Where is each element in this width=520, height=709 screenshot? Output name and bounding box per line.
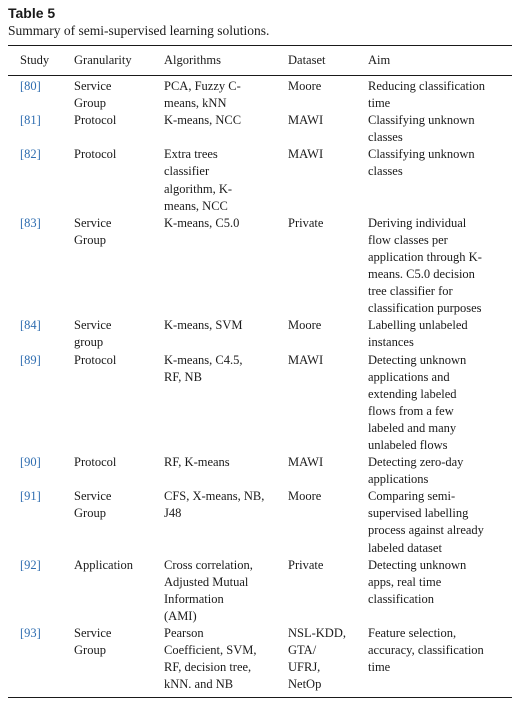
granularity-line: Service: [74, 318, 112, 333]
aim-line: Detecting zero-day: [368, 455, 464, 470]
aim-line: Classifying unknown: [368, 113, 475, 128]
algorithms-cell: [164, 76, 288, 113]
aim-cell: [368, 146, 512, 214]
study-cell: [8, 112, 74, 146]
aim-line: unlabeled flows: [368, 437, 448, 452]
aim-line: application through K-: [368, 249, 482, 264]
table-row: [8, 454, 512, 488]
study-reference-link[interactable]: [92]: [20, 557, 41, 572]
dataset-line: NSL-KDD,: [288, 626, 346, 640]
algorithms-cell: [164, 454, 288, 488]
study-cell: [8, 215, 74, 318]
granularity-line: Protocol: [74, 352, 117, 367]
study-cell: [8, 76, 74, 113]
algorithms-line: J48: [164, 506, 182, 521]
aim-line: classification purposes: [368, 301, 482, 316]
dataset-line: UFRJ,: [288, 660, 321, 675]
dataset-line: Private: [288, 215, 324, 230]
aim-cell: [368, 352, 512, 455]
aim-line: classes: [368, 164, 403, 179]
aim-line: labeled dataset: [368, 540, 442, 555]
dataset-line: GTA/: [288, 643, 317, 658]
algorithms-cell: [164, 112, 288, 146]
table-row: [8, 76, 512, 113]
algorithms-line: (AMI): [164, 608, 197, 623]
header-aim: Aim: [368, 46, 512, 76]
granularity-line: Service: [74, 79, 112, 93]
aim-line: Deriving individual: [368, 215, 467, 230]
granularity-line: Group: [74, 643, 106, 658]
granularity-line: Service: [74, 626, 112, 640]
summary-table: [8, 45, 512, 698]
algorithms-line: PCA, Fuzzy C-: [164, 79, 241, 93]
dataset-cell: [288, 112, 368, 146]
granularity-cell: [74, 215, 164, 318]
table-row: [8, 317, 512, 351]
study-cell: [8, 454, 74, 488]
table-header: [8, 46, 512, 76]
dataset-cell: [288, 454, 368, 488]
dataset-line: MAWI: [288, 352, 324, 367]
study-reference-link[interactable]: [91]: [20, 489, 41, 504]
study-cell: [8, 557, 74, 625]
aim-line: instances: [368, 335, 414, 350]
study-cell: [8, 352, 74, 455]
table-row: [8, 352, 512, 455]
granularity-cell: [74, 454, 164, 488]
algorithms-cell: [164, 317, 288, 351]
aim-line: applications and: [368, 369, 450, 384]
aim-line: time: [368, 96, 391, 111]
algorithms-line: K-means, C4.5,: [164, 352, 243, 367]
aim-line: Comparing semi-: [368, 489, 456, 504]
granularity-line: Service: [74, 215, 112, 230]
table-row: [8, 112, 512, 146]
table-row: [8, 215, 512, 318]
aim-line: flows from a few: [368, 403, 454, 418]
aim-cell: [368, 488, 512, 556]
dataset-line: MAWI: [288, 455, 324, 470]
aim-cell: [368, 557, 512, 625]
aim-line: classes: [368, 130, 403, 145]
table-body: [8, 76, 512, 698]
study-reference-link[interactable]: [82]: [20, 147, 41, 162]
granularity-cell: [74, 625, 164, 698]
study-reference-link[interactable]: [80]: [20, 79, 41, 93]
dataset-line: Private: [288, 557, 324, 572]
algorithms-line: Adjusted Mutual: [164, 574, 249, 589]
dataset-line: Moore: [288, 489, 322, 504]
study-reference-link[interactable]: [83]: [20, 215, 41, 230]
aim-cell: [368, 112, 512, 146]
table-row: [8, 625, 512, 698]
aim-line: accuracy, classification: [368, 643, 484, 658]
granularity-cell: [74, 317, 164, 351]
dataset-cell: [288, 146, 368, 214]
dataset-cell: [288, 557, 368, 625]
aim-line: Labelling unlabeled: [368, 318, 468, 333]
granularity-line: Protocol: [74, 113, 117, 128]
aim-line: extending labeled: [368, 386, 457, 401]
algorithms-cell: [164, 625, 288, 698]
granularity-line: Group: [74, 232, 106, 247]
algorithms-line: Pearson: [164, 626, 204, 640]
study-cell: [8, 488, 74, 556]
algorithms-cell: [164, 352, 288, 455]
study-reference-link[interactable]: [89]: [20, 352, 41, 367]
table-row: [8, 557, 512, 625]
granularity-cell: [74, 76, 164, 113]
aim-line: labeled and many: [368, 420, 457, 435]
granularity-cell: [74, 112, 164, 146]
granularity-line: group: [74, 335, 104, 350]
table-caption: Summary of semi-supervised learning solutions.: [8, 23, 270, 38]
aim-line: flow classes per: [368, 232, 448, 247]
aim-line: Detecting unknown: [368, 557, 467, 572]
algorithms-line: Coefficient, SVM,: [164, 643, 257, 658]
aim-cell: [368, 215, 512, 318]
algorithms-cell: [164, 488, 288, 556]
table-row: [8, 146, 512, 214]
header-granularity: Granularity: [74, 46, 164, 76]
header-dataset: Dataset: [288, 46, 368, 76]
dataset-line: NetOp: [288, 677, 322, 692]
study-reference-link[interactable]: [81]: [20, 113, 41, 128]
study-cell: [8, 625, 74, 698]
algorithms-line: algorithm, K-: [164, 181, 233, 196]
table-figure: [8, 4, 512, 698]
table-number: Table 5: [8, 5, 56, 21]
aim-line: time: [368, 660, 391, 675]
header-algorithms: Algorithms: [164, 46, 288, 76]
algorithms-line: means, NCC: [164, 198, 228, 213]
header-row: [8, 46, 512, 76]
algorithms-cell: [164, 215, 288, 318]
aim-line: means. C5.0 decision: [368, 267, 475, 282]
dataset-cell: [288, 352, 368, 455]
algorithms-line: classifier: [164, 164, 210, 179]
algorithms-cell: [164, 557, 288, 625]
aim-line: supervised labelling: [368, 506, 469, 521]
algorithms-cell: [164, 146, 288, 214]
aim-cell: [368, 317, 512, 351]
aim-line: Reducing classification: [368, 79, 485, 93]
dataset-cell: [288, 76, 368, 113]
header-study: Study: [8, 46, 74, 76]
aim-line: tree classifier for: [368, 284, 453, 299]
study-cell: [8, 317, 74, 351]
study-reference-link[interactable]: [90]: [20, 455, 41, 470]
algorithms-line: RF, NB: [164, 369, 202, 384]
granularity-line: Service: [74, 489, 112, 504]
study-reference-link[interactable]: [84]: [20, 318, 41, 333]
dataset-cell: [288, 317, 368, 351]
dataset-cell: [288, 488, 368, 556]
aim-line: apps, real time: [368, 574, 442, 589]
granularity-line: Group: [74, 96, 106, 111]
study-cell: [8, 146, 74, 214]
granularity-cell: [74, 352, 164, 455]
algorithms-line: Extra trees: [164, 147, 218, 162]
algorithms-line: RF, decision tree,: [164, 660, 252, 675]
dataset-cell: [288, 625, 368, 698]
aim-line: process against already: [368, 523, 484, 538]
aim-cell: [368, 76, 512, 113]
granularity-line: Group: [74, 506, 106, 521]
aim-line: Detecting unknown: [368, 352, 467, 367]
algorithms-line: K-means, SVM: [164, 318, 243, 333]
aim-line: classification: [368, 591, 434, 606]
algorithms-line: K-means, NCC: [164, 113, 242, 128]
aim-cell: [368, 625, 512, 698]
dataset-line: MAWI: [288, 147, 324, 162]
dataset-line: Moore: [288, 79, 322, 93]
aim-cell: [368, 454, 512, 488]
algorithms-line: CFS, X-means, NB,: [164, 489, 265, 504]
aim-line: Feature selection,: [368, 626, 457, 640]
study-reference-link[interactable]: [93]: [20, 626, 41, 640]
aim-line: applications: [368, 472, 429, 487]
dataset-line: Moore: [288, 318, 322, 333]
dataset-cell: [288, 215, 368, 318]
table-row: [8, 488, 512, 556]
algorithms-line: kNN. and NB: [164, 677, 234, 692]
granularity-cell: [74, 146, 164, 214]
algorithms-line: K-means, C5.0: [164, 215, 240, 230]
algorithms-line: Information: [164, 591, 224, 606]
dataset-line: MAWI: [288, 113, 324, 128]
aim-line: Classifying unknown: [368, 147, 475, 162]
granularity-cell: [74, 488, 164, 556]
granularity-line: Application: [74, 557, 134, 572]
algorithms-line: Cross correlation,: [164, 557, 253, 572]
algorithms-line: RF, K-means: [164, 455, 230, 470]
algorithms-line: means, kNN: [164, 96, 227, 111]
granularity-line: Protocol: [74, 147, 117, 162]
granularity-line: Protocol: [74, 455, 117, 470]
granularity-cell: [74, 557, 164, 625]
